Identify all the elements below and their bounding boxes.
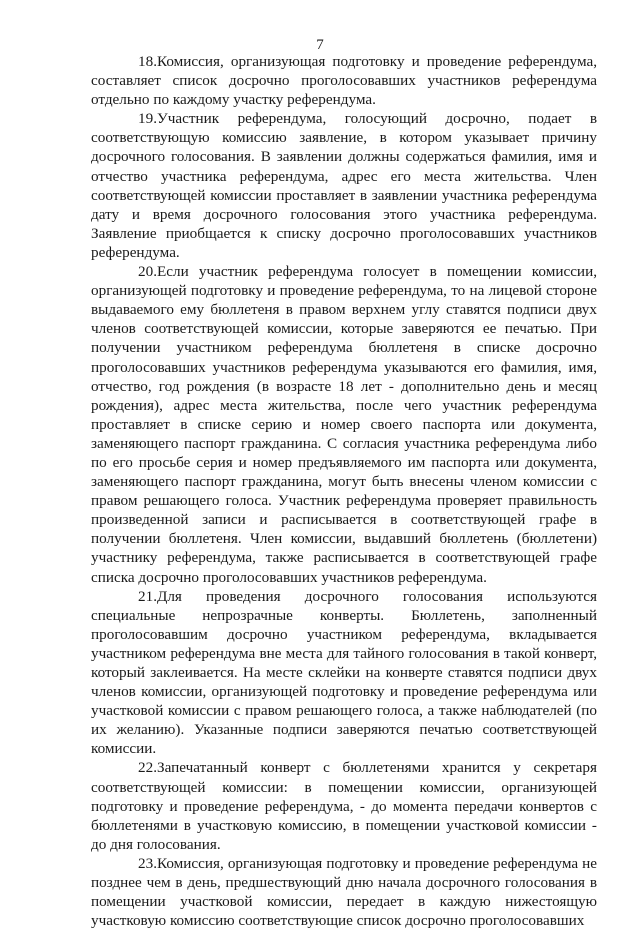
document-body xyxy=(91,52,597,930)
paragraph-23: 23.Комиссия, организующая подготовку и проведение референдума не позднее чем в день, предшествующий дню начала досрочного голосования в помещении участковой комиссии, передает в каждую нижестоящую участковую комиссию соответствующие список досрочно проголосовавших xyxy=(91,854,597,930)
paragraph-22: 22.Запечатанный конверт с бюллетенями хранится у секретаря соответствующей комиссии: в помещении комиссии, организующей подготовку и проведение референдума, - до момента передачи конвертов с бюллетенями в участковую комиссию, в помещении участковой комиссии - до дня голосования. xyxy=(91,759,597,853)
paragraph-18: 18.Комиссия, организующая подготовку и проведение референдума, составляет список досрочно проголосовавших участников референдума отдельно по каждому участку референдума. xyxy=(91,53,597,109)
paragraph-19: 19.Участник референдума, голосующий досрочно, подает в соответствующую комиссию заявление, в котором указывает причину досрочного голосования. В заявлении должны содержаться фамилия, имя и отчество участника референдума, адрес его места жительства. Член соответствующей комиссии проставляет в заявлении участника референдума дату и время досрочного голосования этого участника референдума. Заявление приобщается к списку досрочно проголосовавших участников референдума. xyxy=(91,110,597,261)
page-number: 7 xyxy=(316,37,324,53)
paragraph-20: 20.Если участник референдума голосует в помещении комиссии, организующей подготовку и проведение референдума, то на лицевой стороне выдаваемого ему бюллетеня в правом верхнем углу ставятся подписи двух членов соответствующей комиссии, которые заверяются ее печатью. При получении участником референдума бюллетеня в списке досрочно проголосовавших участников референдума указываются его фамилия, имя, отчество, год рождения (в возрасте 18 лет - дополнительно день и месяц рождения), адрес места жительства, после чего участник референдума проставляет в списке серию и номер своего паспорта или документа, заменяющего паспорт гражданина. С согласия участника референдума либо по его просьбе серия и номер предъявляемого им паспорта или документа, заменяющего паспорт гражданина, могут быть внесены членом комиссии с правом решающего голоса. Участник референдума проверяет правильность произведенной записи и расписывается в соответствующей графе в получении бюллетеня. Член комиссии, выдавший бюллетень (бюллетени) участнику референдума, также расписывается в соответствующей графе списка досрочно проголосовавших участников референдума. xyxy=(91,263,597,586)
paragraph-21: 21.Для проведения досрочного голосования используются специальные непрозрачные конверты. Бюллетень, заполненный проголосовавшим досрочно участником референдума, вкладывается участником референдума вне места для тайного голосования в такой конверт, который заклеивается. На месте склейки на конверте ставятся подписи двух членов комиссии, организующей подготовку и проведение референдума или участковой комиссии с правом решающего голоса, а также наблюдателей (по их желанию). Указанные подписи заверяются печатью соответствующей комиссии. xyxy=(91,587,597,758)
